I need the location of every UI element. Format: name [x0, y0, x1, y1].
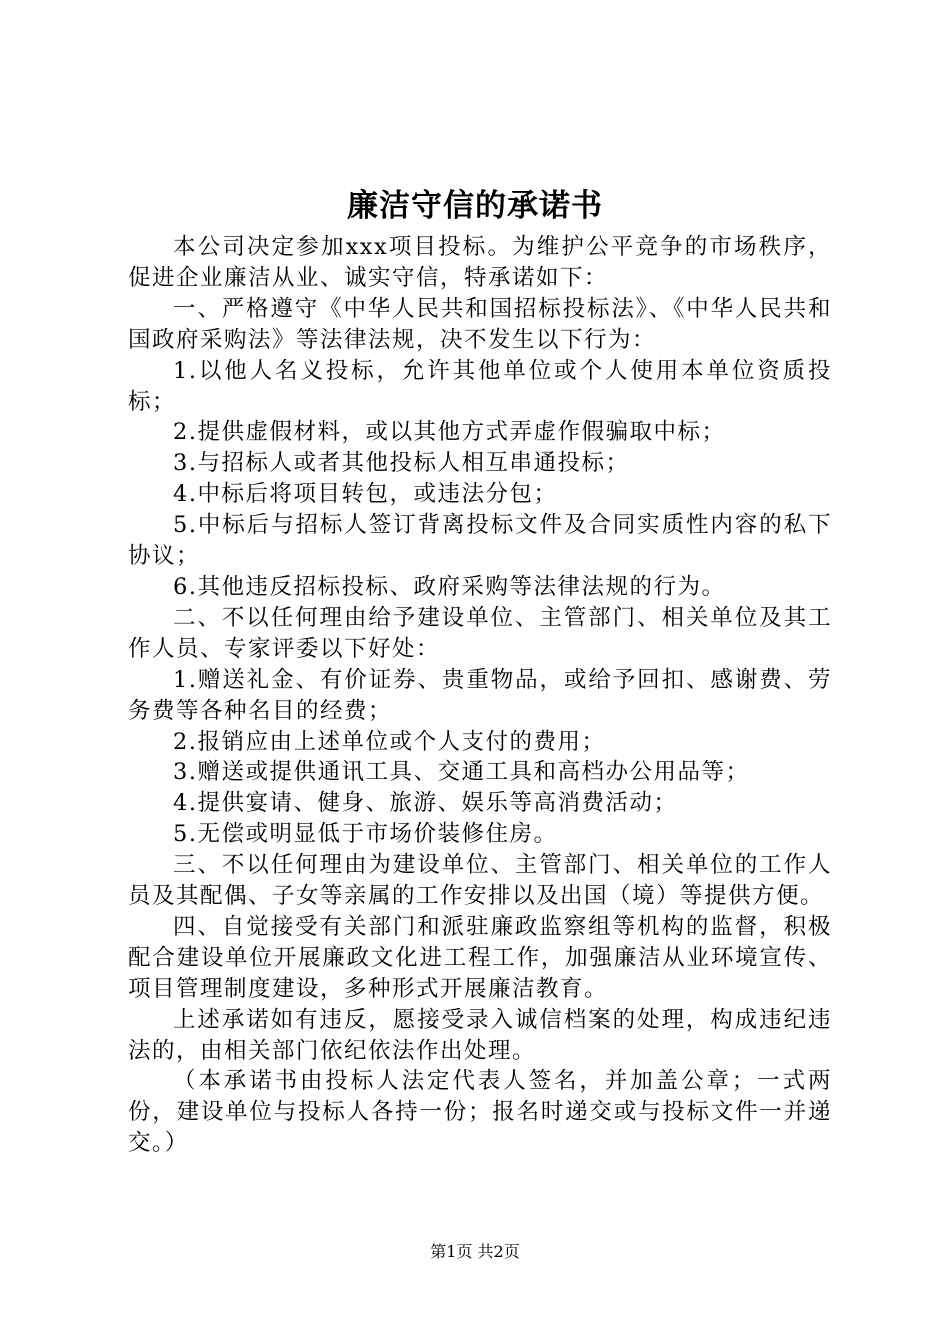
paragraph-section-1-item-6: 6.其他违反招标投标、政府采购等法律法规的行为。: [173, 573, 726, 600]
page-footer: 第1页 共2页: [430, 1242, 520, 1261]
paragraph-section-2-item-4: 4.提供宴请、健身、旅游、娱乐等高消费活动；: [173, 790, 678, 817]
paragraph-section-2-item-5: 5.无偿或明显低于市场价装修住房。: [173, 821, 558, 848]
paragraph-section-1-item-1: 1.以他人名义投标，允许其他单位或个人使用本单位资质投标；: [128, 357, 832, 415]
paragraph-note: （本承诺书由投标人法定代表人签名，并加盖公章；一式两份，建设单位与投标人各持一份；报名时递交或与投标文件一并递交。）: [128, 1068, 832, 1157]
paragraph-section-2-item-3: 3.赠送或提供通讯工具、交通工具和高档办公用品等；: [173, 759, 750, 786]
paragraph-intro: 本公司决定参加xxx项目投标。为维护公平竞争的市场秩序，促进企业廉洁从业、诚实守信，特承诺如下：: [128, 234, 832, 291]
paragraph-section-2: 二、不以任何理由给予建设单位、主管部门、相关单位及其工作人员、专家评委以下好处：: [128, 604, 832, 662]
paragraph-section-2-item-2: 2.报销应由上述单位或个人支付的费用；: [173, 728, 606, 755]
paragraph-section-1-item-2: 2.提供虚假材料，或以其他方式弄虚作假骗取中标；: [173, 419, 726, 446]
paragraph-section-2-item-1: 1.赠送礼金、有价证券、贵重物品，或给予回扣、感谢费、劳务费等各种名目的经费；: [128, 666, 832, 724]
paragraph-section-1-item-3: 3.与招标人或者其他投标人相互串通投标；: [173, 450, 630, 477]
paragraph-section-1: 一、严格遵守《中华人民共和国招标投标法》、《中华人民共和国政府采购法》等法律法规，决不发生以下行为：: [128, 295, 832, 353]
paragraph-violation-clause: 上述承诺如有违反，愿接受录入诚信档案的处理，构成违纪违法的，由相关部门依纪依法作出处理。: [128, 1006, 832, 1064]
document-title: 廉洁守信的承诺书: [347, 188, 603, 224]
paragraph-section-4: 四、自觉接受有关部门和派驻廉政监察组等机构的监督，积极配合建设单位开展廉政文化进工程工作，加强廉洁从业环境宣传、项目管理制度建设，多种形式开展廉洁教育。: [128, 913, 832, 1002]
paragraph-section-1-item-4: 4.中标后将项目转包，或违法分包；: [173, 481, 558, 508]
paragraph-section-3: 三、不以任何理由为建设单位、主管部门、相关单位的工作人员及其配偶、子女等亲属的工作安排以及出国（境）等提供方便。: [128, 852, 832, 910]
paragraph-section-1-item-5: 5.中标后与招标人签订背离投标文件及合同实质性内容的私下协议；: [128, 512, 832, 570]
document-body: [128, 232, 832, 1159]
